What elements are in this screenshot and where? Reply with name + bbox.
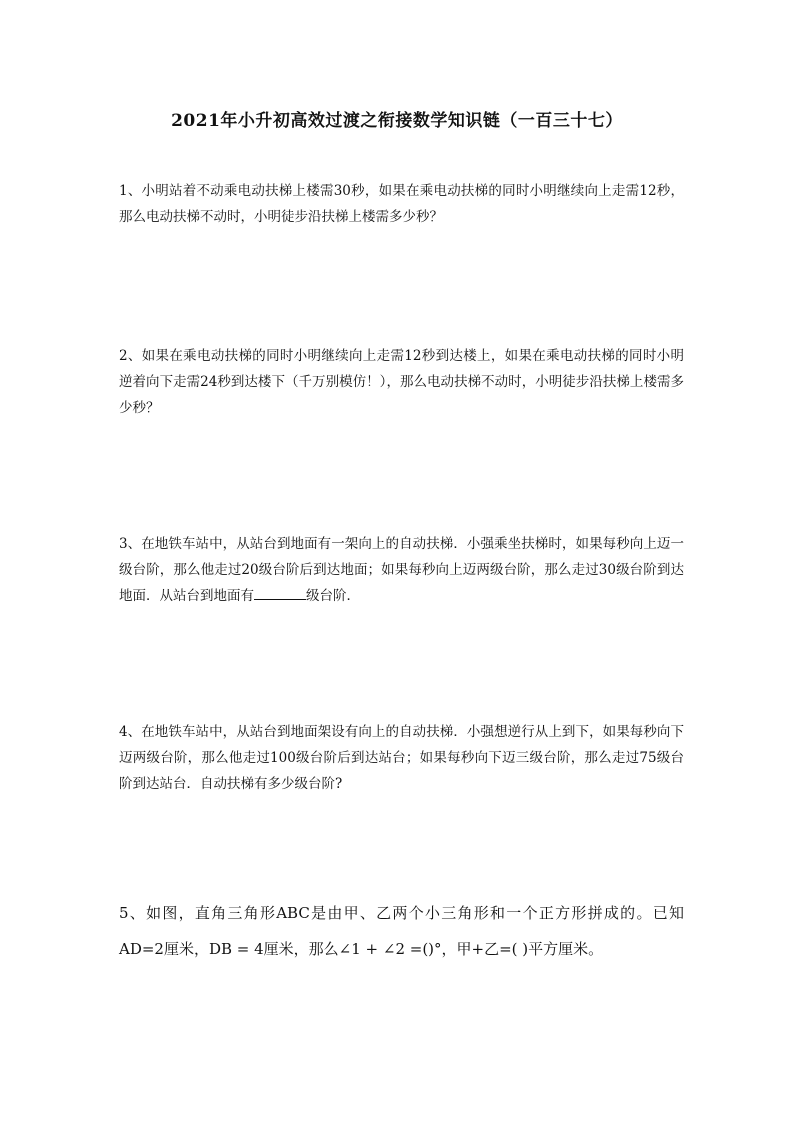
page-title: 2021年小升初高效过渡之衔接数学知识链（一百三十七）: [171, 111, 623, 131]
question-2: [119, 343, 684, 421]
answer-blank: [254, 585, 306, 600]
question-4: [119, 719, 684, 797]
question-1-text: 1、小明站着不动乘电动扶梯上楼需30秒，如果在乘电动扶梯的同时小明继续向上走需12秒，那么电动扶梯不动时，小明徒步沿扶梯上楼需多少秒？: [119, 183, 684, 225]
question-2-text: 2、如果在乘电动扶梯的同时小明继续向上走需12秒到达楼上，如果在乘电动扶梯的同时小明逆着向下走需24秒到达楼下（千万别模仿！），那么电动扶梯不动时，小明徒步沿扶梯上楼需多少秒？: [119, 348, 684, 416]
question-1: [119, 178, 684, 230]
question-3-text-after: 级台阶．: [306, 588, 360, 604]
question-4-text: 4、在地铁车站中，从站台到地面架设有向上的自动扶梯．小强想逆行从上到下，如果每秒向下迈两级台阶，那么他走过100级台阶后到达站台；如果每秒向下迈三级台阶，那么走过75级台阶到达站台．自动扶梯有多少级台阶?: [119, 724, 684, 792]
question-5: [119, 895, 684, 967]
question-3-text-before: 3、在地铁车站中，从站台到地面有一架向上的自动扶梯．小强乘坐扶梯时，如果每秒向上迈一级台阶，那么他走过20级台阶后到达地面；如果每秒向上迈两级台阶，那么走过30级台阶到达地面．从站台到地面有: [119, 536, 684, 604]
question-5-text: 5、如图，直角三角形ABC是由甲、乙两个小三角形和一个正方形拼成的。已知AD=2厘米，DB = 4厘米，那么∠1 + ∠2 =()°，甲+乙=( )平方厘米。: [119, 904, 684, 958]
question-3: [119, 531, 684, 609]
